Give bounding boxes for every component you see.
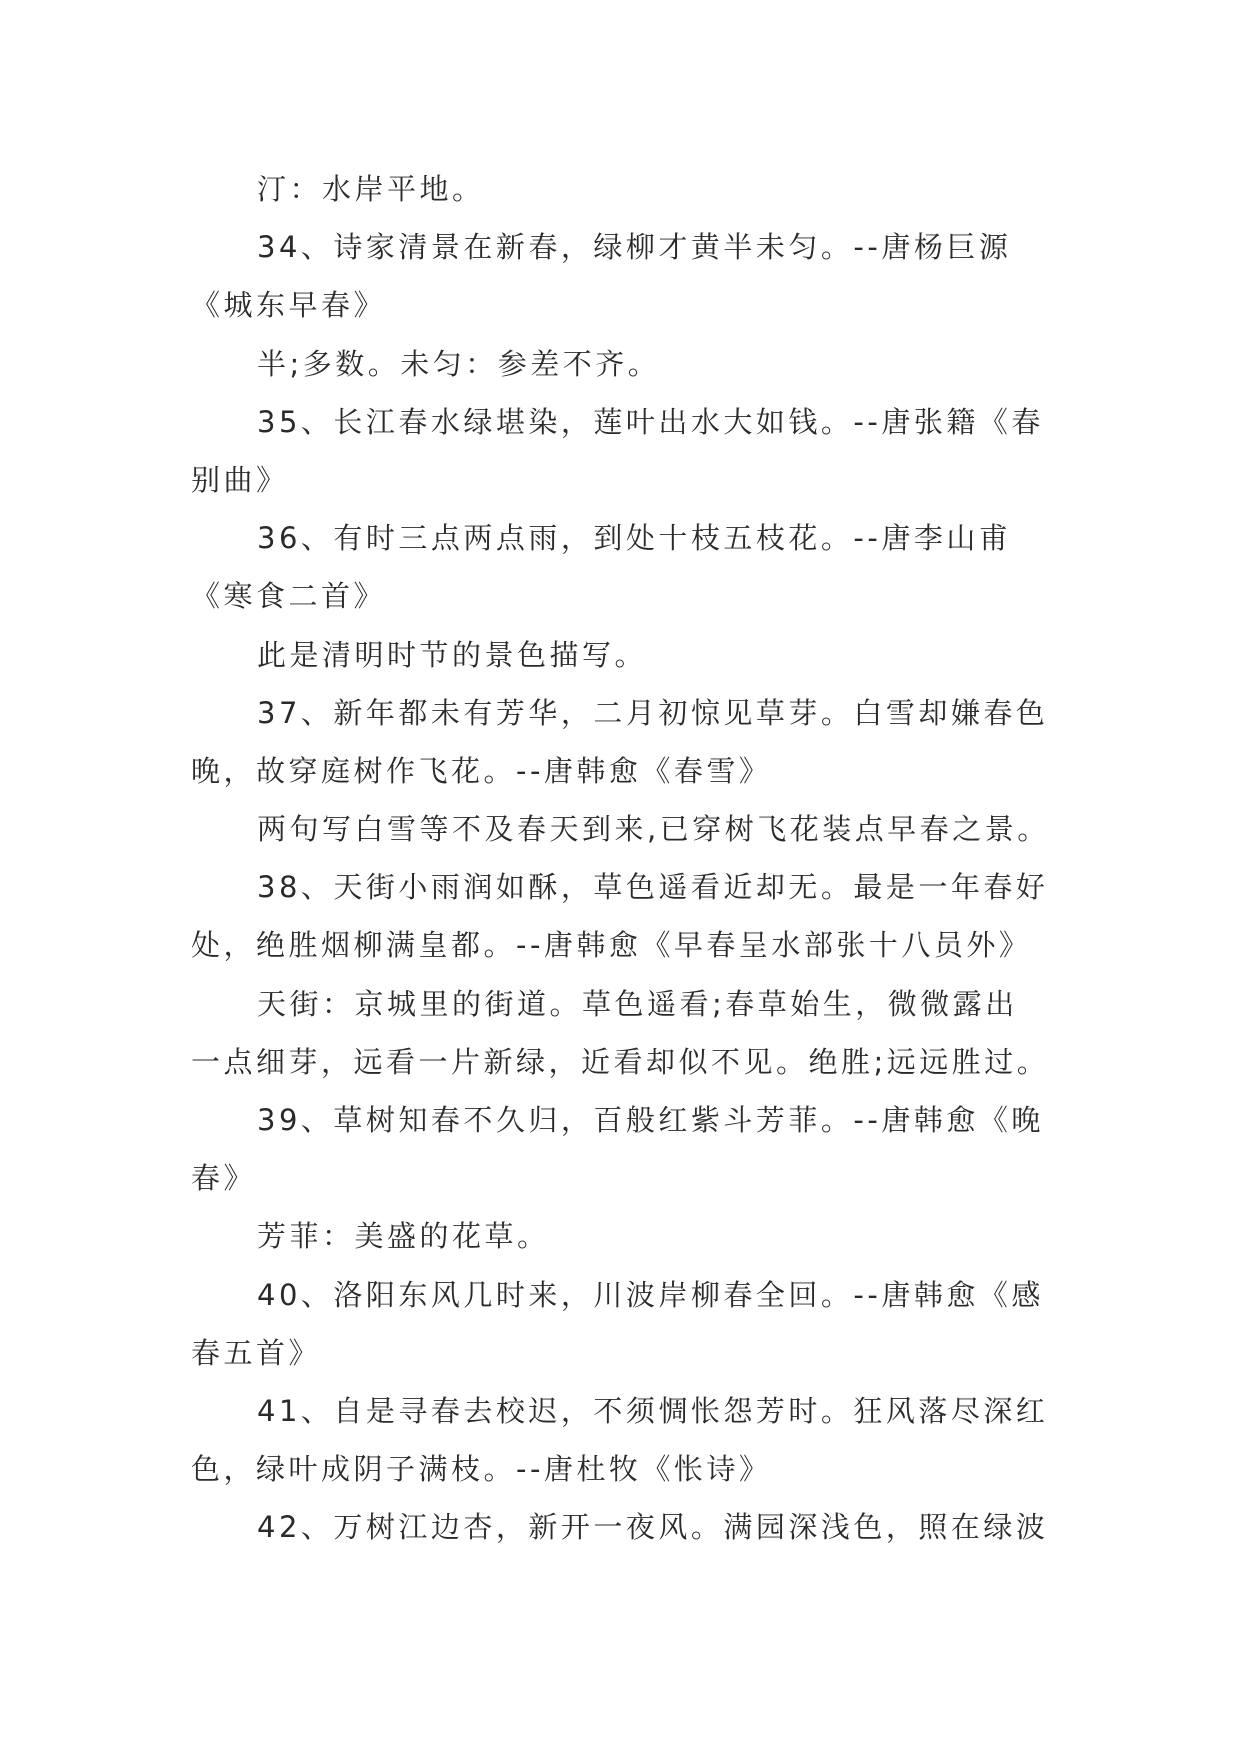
text-line: 处，绝胜烟柳满皇都。--唐韩愈《早春呈水部张十八员外》 [191,928,1032,963]
text-line: 春五首》 [191,1335,322,1370]
text-line: 39、草树知春不久归，百般红紫斗芳菲。--唐韩愈《晚 [257,1103,1044,1137]
text-line: 色，绿叶成阴子满枝。--唐杜牧《怅诗》 [191,1452,772,1487]
document-body [191,160,1081,1557]
text-line: 天街：京城里的街道。草色遥看;春草始生，微微露出 [257,986,1018,1021]
text-line: 此是清明时节的景色描写。 [257,637,648,672]
text-line: 《城东早春》 [191,288,387,323]
text-line: 别曲》 [191,462,289,497]
text-line: 42、万树江边杏，新开一夜风。满园深浅色，照在绿波 [257,1510,1049,1545]
text-line: 40、洛阳东风几时来，川波岸柳春全回。--唐韩愈《感 [257,1277,1044,1312]
text-line: 两句写白雪等不及春天到来,已穿树飞花装点早春之景。 [257,812,1050,847]
text-line: 36、有时三点两点雨，到处十枝五枝花。--唐李山甫 [257,521,1012,556]
text-line: 38、天街小雨润如酥，草色遥看近却无。最是一年春好 [257,870,1049,905]
text-line: 半;多数。未匀：参差不齐。 [257,346,661,381]
text-line: 《寒食二首》 [191,579,387,614]
text-line: 晚，故穿庭树作飞花。--唐韩愈《春雪》 [191,753,772,788]
text-line: 春》 [191,1161,257,1196]
text-line: 芳菲：美盛的花草。 [257,1219,550,1254]
text-line: 37、新年都未有芳华，二月初惊见草芽。白雪却嫌春色 [257,695,1049,730]
text-line: 汀：水岸平地。 [257,172,485,206]
text-line: 35、长江春水绿堪染，莲叶出水大如钱。--唐张籍《春 [257,404,1044,439]
text-line: 一点细芽，远看一片新绿，近看却似不见。绝胜;远远胜过。 [191,1044,1050,1079]
text-line: 34、诗家清景在新春，绿柳才黄半未匀。--唐杨巨源 [257,230,1012,265]
text-line: 41、自是寻春去校迟，不须惆怅怨芳时。狂风落尽深红 [257,1393,1049,1428]
